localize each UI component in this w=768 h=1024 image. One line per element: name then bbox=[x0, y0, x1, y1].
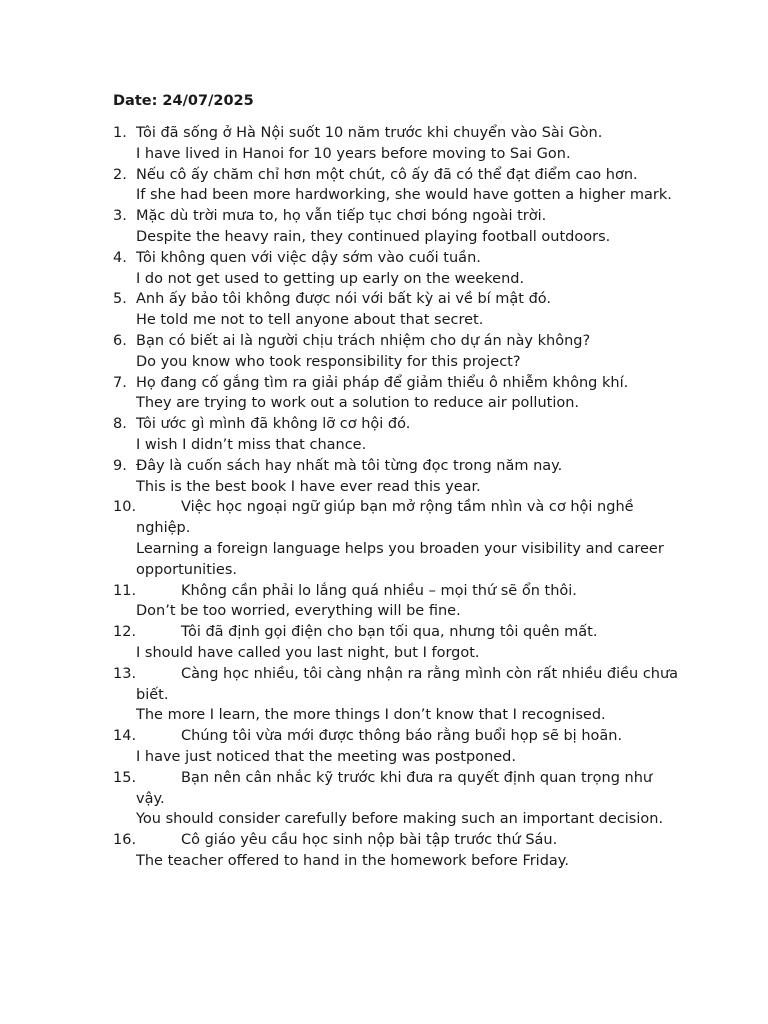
vietnamese-sentence: Càng học nhiều, tôi càng nhận ra rằng mình còn rất nhiều điều chưa biết. bbox=[136, 665, 679, 703]
vietnamese-sentence: Nếu cô ấy chăm chỉ hơn một chút, cô ấy đã có thể đạt điểm cao hơn. bbox=[136, 166, 638, 183]
vietnamese-sentence: Chúng tôi vừa mới được thông báo rằng buổi họp sẽ bị hoãn. bbox=[181, 728, 623, 745]
item-number: 10. bbox=[113, 499, 137, 516]
sentence-list bbox=[113, 123, 683, 872]
item-number: 3. bbox=[113, 208, 127, 225]
vietnamese-sentence: Tôi đã định gọi điện cho bạn tối qua, nhưng tôi quên mất. bbox=[181, 624, 598, 641]
list-item bbox=[113, 726, 683, 768]
item-number: 13. bbox=[113, 665, 137, 682]
list-item bbox=[113, 768, 683, 830]
english-translation: Do you know who took responsibility for this project? bbox=[136, 353, 521, 370]
vietnamese-sentence: Tôi không quen với việc dậy sớm vào cuối tuần. bbox=[136, 249, 481, 266]
item-number: 2. bbox=[113, 166, 127, 183]
item-number: 8. bbox=[113, 416, 127, 433]
item-number: 6. bbox=[113, 332, 127, 349]
english-translation: He told me not to tell anyone about that secret. bbox=[136, 312, 484, 329]
english-translation: The teacher offered to hand in the homework before Friday. bbox=[136, 852, 569, 869]
item-number: 11. bbox=[113, 582, 137, 599]
english-translation: They are trying to work out a solution to reduce air pollution. bbox=[136, 395, 580, 412]
vietnamese-sentence: Họ đang cố gắng tìm ra giải pháp để giảm thiểu ô nhiễm không khí. bbox=[136, 374, 629, 391]
vietnamese-sentence: Việc học ngoại ngữ giúp bạn mở rộng tầm nhìn và cơ hội nghề nghiệp. bbox=[136, 499, 634, 537]
list-item bbox=[113, 414, 683, 456]
list-item bbox=[113, 248, 683, 290]
english-translation: I should have called you last night, but I forgot. bbox=[136, 644, 480, 661]
list-item bbox=[113, 123, 683, 165]
english-translation: Learning a foreign language helps you broaden your visibility and career opportunities. bbox=[136, 540, 664, 578]
vietnamese-sentence: Đây là cuốn sách hay nhất mà tôi từng đọc trong năm nay. bbox=[136, 457, 563, 474]
list-item bbox=[113, 165, 683, 207]
list-item bbox=[113, 622, 683, 664]
list-item bbox=[113, 331, 683, 373]
list-item bbox=[113, 289, 683, 331]
item-number: 7. bbox=[113, 374, 127, 391]
list-item bbox=[113, 206, 683, 248]
list-item bbox=[113, 456, 683, 498]
vietnamese-sentence: Bạn có biết ai là người chịu trách nhiệm cho dự án này không? bbox=[136, 332, 591, 349]
english-translation: I have just noticed that the meeting was postponed. bbox=[136, 748, 516, 765]
english-translation: You should consider carefully before making such an important decision. bbox=[136, 811, 664, 828]
english-translation: Don’t be too worried, everything will be fine. bbox=[136, 603, 461, 620]
vietnamese-sentence: Tôi đã sống ở Hà Nội suốt 10 năm trước khi chuyển vào Sài Gòn. bbox=[136, 125, 603, 141]
date-heading: Date: 24/07/2025 bbox=[113, 93, 254, 109]
list-item bbox=[113, 581, 683, 623]
vietnamese-sentence: Anh ấy bảo tôi không được nói với bất kỳ ai về bí mật đó. bbox=[136, 291, 552, 308]
english-translation: I wish I didn’t miss that chance. bbox=[136, 436, 367, 453]
item-number: 5. bbox=[113, 291, 127, 308]
english-translation: I do not get used to getting up early on the weekend. bbox=[136, 270, 525, 287]
vietnamese-sentence: Không cần phải lo lắng quá nhiều – mọi thứ sẽ ổn thôi. bbox=[181, 582, 577, 599]
english-translation: If she had been more hardworking, she would have gotten a higher mark. bbox=[136, 187, 672, 204]
english-translation: Despite the heavy rain, they continued playing football outdoors. bbox=[136, 228, 611, 245]
list-item bbox=[113, 830, 683, 872]
item-number: 12. bbox=[113, 624, 137, 641]
item-number: 1. bbox=[113, 125, 127, 141]
english-translation: I have lived in Hanoi for 10 years before moving to Sai Gon. bbox=[136, 145, 571, 162]
list-item bbox=[113, 664, 683, 726]
item-number: 15. bbox=[113, 769, 137, 786]
english-translation: The more I learn, the more things I don’t know that I recognised. bbox=[136, 707, 606, 724]
list-item bbox=[113, 497, 683, 580]
vietnamese-sentence: Cô giáo yêu cầu học sinh nộp bài tập trước thứ Sáu. bbox=[181, 832, 558, 849]
item-number: 14. bbox=[113, 728, 137, 745]
list-item bbox=[113, 373, 683, 415]
vietnamese-sentence: Bạn nên cân nhắc kỹ trước khi đưa ra quyết định quan trọng như vậy. bbox=[136, 769, 653, 807]
vietnamese-sentence: Tôi ước gì mình đã không lỡ cơ hội đó. bbox=[136, 416, 411, 433]
vietnamese-sentence: Mặc dù trời mưa to, họ vẫn tiếp tục chơi bóng ngoài trời. bbox=[136, 208, 547, 225]
item-number: 4. bbox=[113, 249, 127, 266]
item-number: 9. bbox=[113, 457, 127, 474]
item-number: 16. bbox=[113, 832, 137, 849]
english-translation: This is the best book I have ever read this year. bbox=[136, 478, 481, 495]
